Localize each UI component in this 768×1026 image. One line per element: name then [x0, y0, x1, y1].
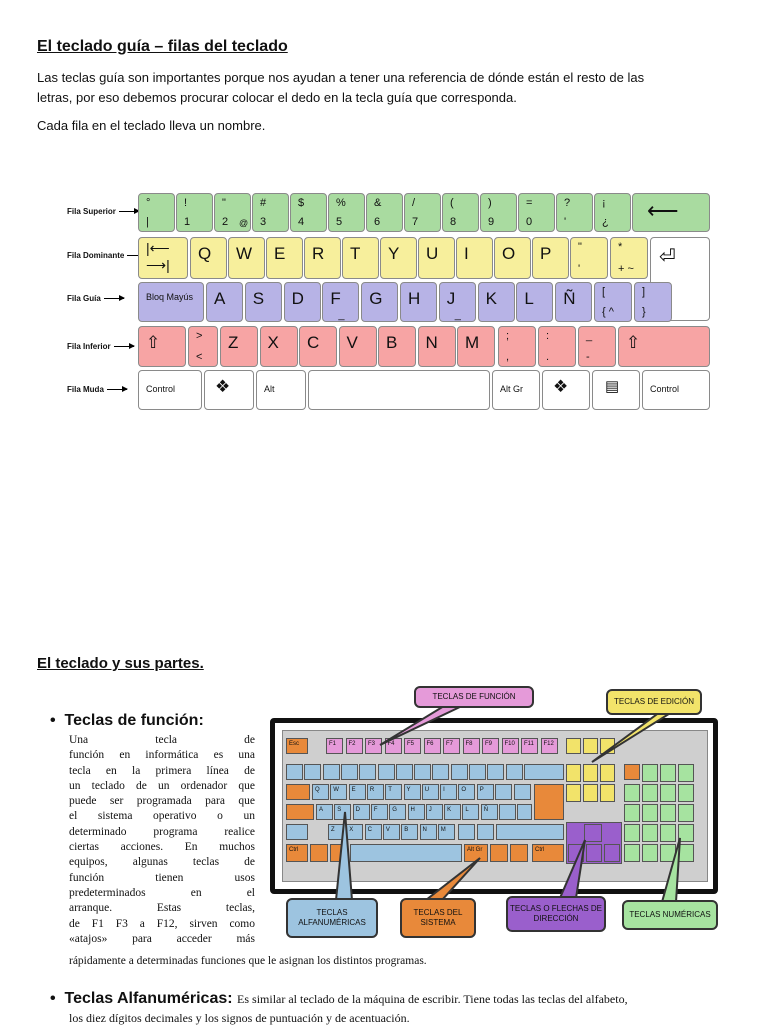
kb2-f6: F6 — [424, 738, 441, 754]
key-i: I — [456, 237, 493, 279]
key-q: Q — [190, 237, 227, 279]
callout-flechas: TECLAS O FLECHAS DE DIRECCIÓN — [506, 896, 606, 932]
kb2-f12: F12 — [541, 738, 558, 754]
alpha-heading: Teclas Alfanuméricas: — [64, 990, 233, 1007]
key-top-12: ¡ ¿ — [594, 193, 631, 232]
kb2-t: T — [385, 784, 402, 800]
pointer-edicion — [592, 712, 672, 762]
alt-key: Alt — [256, 370, 306, 410]
key-colon: : . — [538, 326, 576, 367]
kb2-a: A — [316, 804, 333, 820]
func-line-0: Una tecla de — [69, 734, 255, 746]
backspace-arrow-icon: ⟵ — [647, 198, 679, 223]
row-label-guia: Fila Guía — [67, 294, 124, 303]
kb2-p: P — [477, 784, 494, 800]
kb2-f5: F5 — [404, 738, 421, 754]
pointer-alfanum — [336, 812, 352, 900]
key-g: G — [361, 282, 398, 322]
func-line-3: un teclado de un ordenador que — [69, 779, 255, 792]
kb2-b: B — [401, 824, 418, 840]
kb2-d: D — [353, 804, 370, 820]
kb2-altgr: Alt Gr — [464, 844, 488, 862]
key-top-1: ! 1 — [176, 193, 213, 232]
callout-sistema: TECLAS DEL SISTEMA — [400, 898, 476, 938]
kb2-f3: F3 — [365, 738, 382, 754]
kb2-f9: F9 — [482, 738, 499, 754]
key-top-6: & 6 — [366, 193, 403, 232]
key-top-10: = 0 — [518, 193, 555, 232]
key-k: K — [478, 282, 515, 322]
key-r: R — [304, 237, 341, 279]
key-x: X — [260, 326, 298, 367]
enter-arrow-icon: ⏎ — [659, 246, 676, 268]
key-quotes: " ' — [570, 237, 608, 279]
key-top-9: ) 9 — [480, 193, 517, 232]
callout-edicion: TECLAS DE EDICIÓN — [606, 689, 702, 715]
callout-funcion: TECLAS DE FUNCIÓN — [414, 686, 534, 708]
kb2-f2: F2 — [346, 738, 363, 754]
kb2-f7: F7 — [443, 738, 460, 754]
kb2-j: J — [426, 804, 443, 820]
func-description-last: rápidamente a determinadas funciones que le asignan los distintos programas. — [69, 955, 427, 967]
section1-para1: Las teclas guía son importantes porque nos ayudan a tener una referencia de dónde están el resto de las letras, por eso debemos procurar colocar el dedo en la tecla guía que corresponda. — [37, 70, 645, 105]
section2-title: El teclado y sus partes. — [37, 655, 204, 672]
kb2-w: W — [330, 784, 347, 800]
func-heading: Teclas de función: — [64, 712, 204, 729]
key-l: L — [516, 282, 553, 322]
tab-arrow-icon: |⟵ ⟶| — [146, 240, 170, 273]
kb2-k: K — [444, 804, 461, 820]
key-top-8: ( 8 — [442, 193, 479, 232]
key-dash: _ - — [578, 326, 616, 367]
key-b: B — [378, 326, 416, 367]
pointer-flechas — [560, 840, 585, 898]
kb2-v: V — [383, 824, 400, 840]
altgr-key: Alt Gr — [492, 370, 540, 410]
key-p: P — [532, 237, 569, 279]
func-line-7: ciertas acciones. En muchos — [69, 841, 255, 854]
key-asterisk: * + ~ — [610, 237, 648, 279]
kb2-m: M — [438, 824, 455, 840]
kb2-c: C — [365, 824, 382, 840]
key-top-11: ? ' — [556, 193, 593, 232]
kb2-x: X — [346, 824, 363, 840]
key-greater-less: > < — [188, 326, 218, 367]
key-t: T — [342, 237, 379, 279]
func-line-6: determinado programa realice — [69, 825, 255, 838]
key-z: Z — [220, 326, 258, 367]
pointer-funcion — [380, 706, 462, 745]
kb2-n: N — [420, 824, 437, 840]
kb2-f1: F1 — [326, 738, 343, 754]
key-semicolon: ; , — [498, 326, 536, 367]
key-top-3: # 3 — [252, 193, 289, 232]
key-a: A — [206, 282, 243, 322]
section1-para2: Cada fila en el teclado lleva un nombre. — [37, 118, 266, 133]
bullet-alfanum: • Teclas Alfanuméricas: Es similar al teclado de la máquina de escribir. Tiene todas las teclas del alfabeto, — [50, 990, 628, 1007]
kb2-s: S — [334, 804, 351, 820]
kb2-esc: Esc — [286, 738, 308, 754]
key-brace-close: ] } — [634, 282, 672, 322]
key-n: N — [418, 326, 456, 367]
kb2-l: L — [462, 804, 479, 820]
key-w: W — [228, 237, 265, 279]
shift-arrow-icon: ⇧ — [146, 333, 161, 352]
key-top-2: " 2 @ — [214, 193, 251, 232]
func-line-8: equipos, algunas teclas de — [69, 856, 255, 869]
kb2-i: I — [440, 784, 457, 800]
kb2-f4: F4 — [385, 738, 402, 754]
func-line-2: tecla en la primera línea de — [69, 764, 255, 777]
key-top-7: / 7 — [404, 193, 441, 232]
key-enye: Ñ — [555, 282, 592, 322]
windows-icon: ❖ — [215, 377, 231, 396]
kb2-f11: F11 — [521, 738, 538, 754]
kb2-q: Q — [312, 784, 329, 800]
control-right-key: Control — [642, 370, 710, 410]
key-m: M — [457, 326, 495, 367]
callout-alfanum: TECLAS ALFANUMÉRICAS — [286, 898, 378, 938]
windows-right-icon: ❖ — [553, 377, 569, 396]
func-line-11: arranque. Estas teclas, — [69, 902, 255, 915]
func-line-10: predeterminados en el — [69, 886, 255, 899]
kb2-f10: F10 — [502, 738, 519, 754]
kb2-f8: F8 — [463, 738, 480, 754]
key-v: V — [339, 326, 377, 367]
key-top-0: ° | — [138, 193, 175, 232]
key-d: D — [284, 282, 321, 322]
func-line-1: función en informática es una — [69, 749, 255, 762]
kb2-enye: Ñ — [481, 804, 498, 820]
kb2-ctrl-right: Ctrl — [532, 844, 564, 862]
key-e: E — [266, 237, 303, 279]
kb2-y: Y — [404, 784, 421, 800]
func-line-9: función tienen usos — [69, 871, 255, 884]
row-label-dominante: Fila Dominante — [67, 251, 147, 260]
key-top-4: $ 4 — [290, 193, 327, 232]
func-line-12: de F1 F3 a F12, sirven como — [69, 917, 255, 930]
key-brace-open: [ { ^ — [594, 282, 632, 322]
kb2-r: R — [367, 784, 384, 800]
alpha-text-line2: los diez dígitos decimales y los signos de puntuación y de acentuación. — [69, 1011, 410, 1025]
key-y: Y — [380, 237, 417, 279]
func-line-4: puede ser programada para que — [69, 795, 255, 808]
callout-numericas: TECLAS NUMÉRICAS — [622, 900, 718, 930]
alpha-text-line1: Es similar al teclado de la máquina de escribir. Tiene todas las teclas del alfabeto, — [237, 992, 628, 1006]
key-u: U — [418, 237, 455, 279]
key-top-5: % 5 — [328, 193, 365, 232]
row-label-superior: Fila Superior — [67, 207, 139, 216]
kb2-z: Z — [328, 824, 345, 840]
kb2-u: U — [422, 784, 439, 800]
control-left-key: Control — [138, 370, 202, 410]
func-line-13: «atajos» para acceder más — [69, 932, 255, 945]
at-symbol: @ — [239, 218, 249, 228]
kb2-ctrl-left: Ctrl — [286, 844, 308, 862]
row-label-muda: Fila Muda — [67, 385, 127, 394]
key-c: C — [299, 326, 337, 367]
kb2-o: O — [458, 784, 475, 800]
kb2-h: H — [408, 804, 425, 820]
key-h: H — [400, 282, 437, 322]
bullet-funcion: • Teclas de función: — [50, 712, 204, 729]
row-label-inferior: Fila Inferior — [67, 342, 134, 351]
kb2-f: F — [371, 804, 388, 820]
kb2-e: E — [349, 784, 366, 800]
menu-icon: ▤ — [605, 378, 620, 395]
func-line-5: el sistema operativo o un — [69, 810, 255, 823]
shift-right-arrow-icon: ⇧ — [626, 333, 641, 352]
key-f: F _ — [322, 282, 359, 322]
section1-title: El teclado guía – filas del teclado — [37, 38, 288, 55]
pointer-numericas — [662, 838, 680, 902]
key-j: J _ — [439, 282, 476, 322]
key-s: S — [245, 282, 282, 322]
pointer-sistema — [426, 858, 480, 900]
caps-lock-key: Bloq Mayús — [138, 282, 204, 322]
key-o: O — [494, 237, 531, 279]
kb2-g: G — [389, 804, 406, 820]
